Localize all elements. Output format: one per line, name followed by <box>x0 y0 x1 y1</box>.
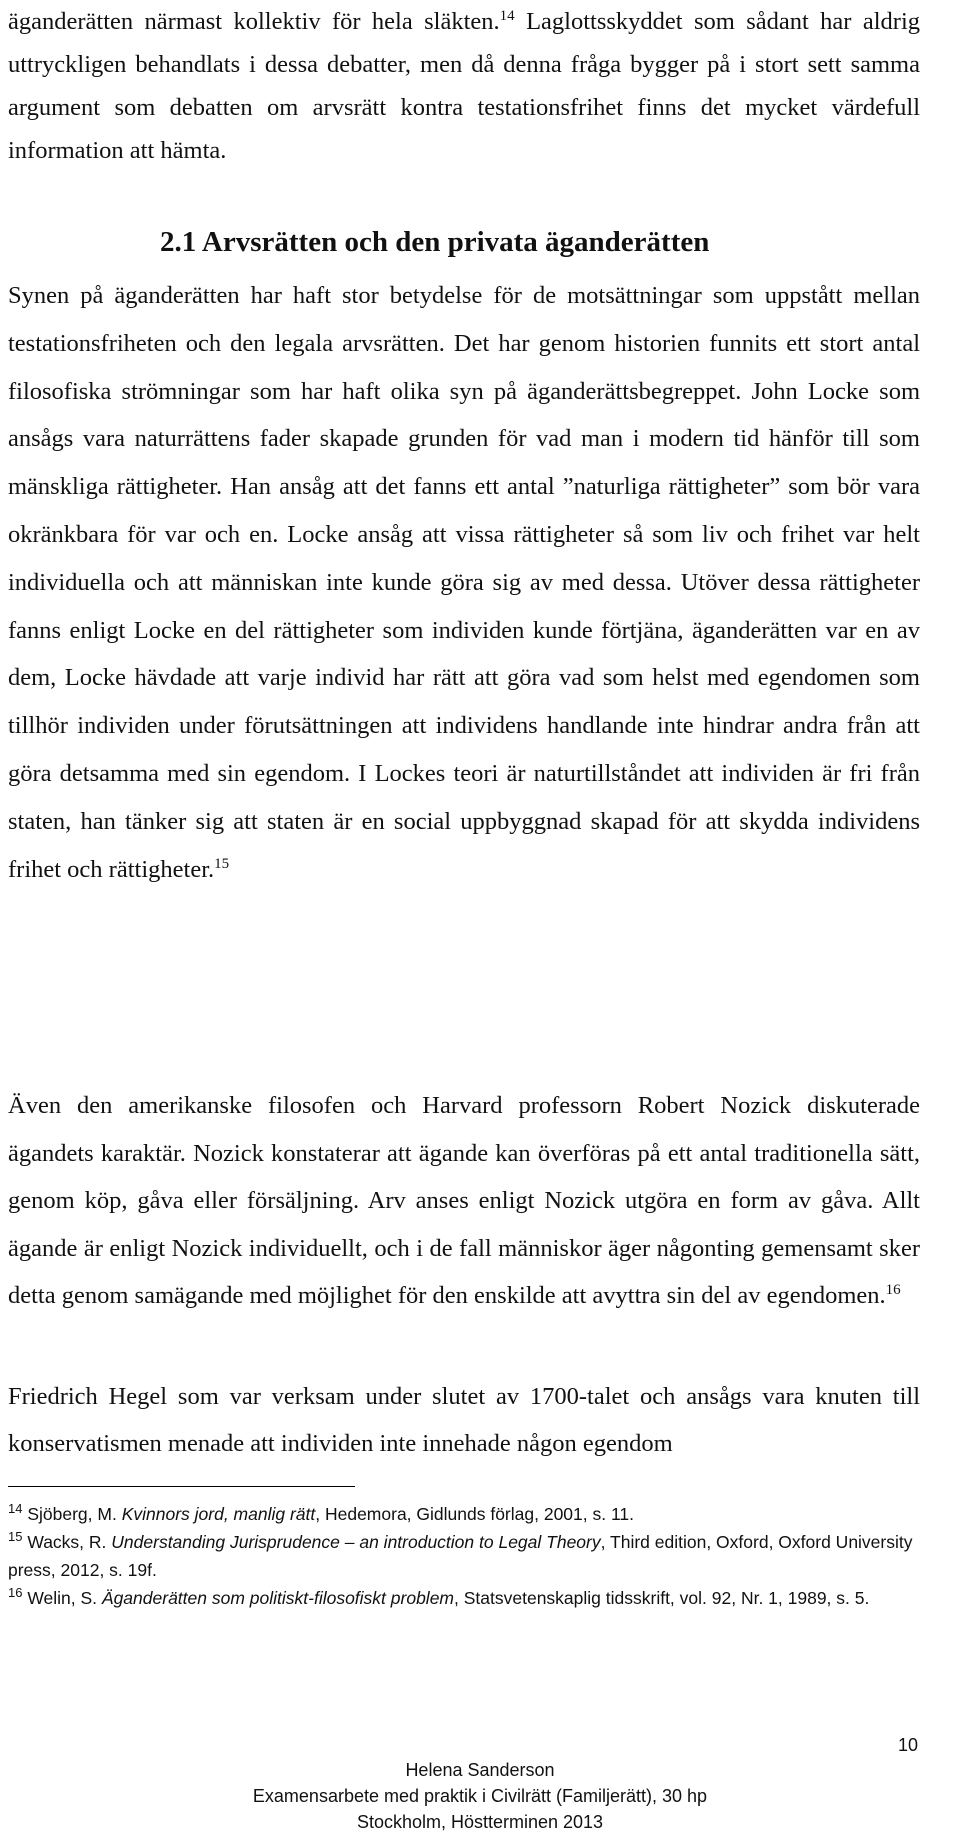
footnote-text: , Third edition, Oxford, Oxford University press, 2012, s. 19f. <box>8 1532 913 1580</box>
footnote-title: Äganderätten som politiskt-filosofiskt problem <box>101 1588 455 1608</box>
paragraph-4-text: Friedrich Hegel som var verksam under slutet av 1700-talet och ansågs vara knuten till konservatismen menade att individen inte innehade någon egendom <box>8 1383 920 1457</box>
page-number: 10 <box>897 1735 918 1755</box>
paragraph-3 <box>8 1082 920 1320</box>
footnote-text: Wacks, R. <box>22 1532 112 1552</box>
footnote-text: Welin, S. <box>22 1588 102 1608</box>
footnote-15 <box>8 1528 920 1584</box>
footnote-ref-14: 14 <box>499 7 515 24</box>
paragraph-2 <box>8 272 920 893</box>
footnotes <box>8 1500 920 1612</box>
footnote-separator <box>8 1486 355 1487</box>
section-number: 2.1 <box>160 226 197 258</box>
footer-author: Helena Sanderson <box>405 1760 555 1780</box>
paragraph-1-text-a: äganderätten närmast kollektiv för hela släkten. <box>8 8 500 35</box>
paragraph-1-text-b: Laglottsskyddet som sådant har aldrig uttryckligen behandlats i dessa debatter, men då denna fråga bygger på i stort sett samma argument som debatten om arvsrätt kontra testationsfrihet finns det mycket värdefull information att hämta. <box>8 8 921 164</box>
footnote-title: Understanding Jurisprudence – an introduction to Legal Theory <box>111 1532 601 1552</box>
footnote-title: Kvinnors jord, manlig rätt <box>121 1504 316 1524</box>
paragraph-3-text: Även den amerikanske filosofen och Harvard professorn Robert Nozick diskuterade ägandets karaktär. Nozick konstaterar att ägande kan överföras på ett antal traditionella sätt, genom köp, gåva eller försäljning. Arv anses enligt Nozick utgöra en form av gåva. Allt ägande är enligt Nozick individuellt, och i de fall människor äger någonting gemensamt sker detta genom samägande med möjlighet för den enskilde att avyttra sin del av egendomen. <box>8 1092 920 1310</box>
footnote-text: , Hedemora, Gidlunds förlag, 2001, s. 11. <box>315 1504 634 1524</box>
footnote-text: Sjöberg, M. <box>22 1504 122 1524</box>
footnote-number: 15 <box>8 1529 23 1545</box>
footnote-number: 14 <box>8 1501 23 1517</box>
paragraph-4 <box>8 1373 920 1467</box>
footnote-ref-15: 15 <box>214 855 230 872</box>
footnote-14 <box>8 1500 920 1528</box>
footnote-text: , Statsvetenskaplig tidsskrift, vol. 92, Nr. 1, 1989, s. 5. <box>454 1588 870 1608</box>
footnote-16 <box>8 1584 920 1612</box>
footnote-ref-16: 16 <box>885 1282 901 1299</box>
footer-course: Examensarbete med praktik i Civilrätt (Familjerätt), 30 hp <box>252 1786 708 1806</box>
section-title: Arvsrätten och den privata äganderätten <box>201 226 710 258</box>
footer-term: Stockholm, Höstterminen 2013 <box>356 1812 604 1832</box>
footnote-number: 16 <box>8 1585 23 1601</box>
paragraph-2-text: Synen på äganderätten har haft stor betydelse för de motsättningar som uppstått mellan testationsfriheten och den legala arvsrätten. Det har genom historien funnits ett stort antal filosofiska strömningar som har haft olika syn på äganderättsbegreppet. John Locke som ansågs vara naturrättens fader skapade grunden för vad man i modern tid hänför till som mänskliga rättigheter. Han ansåg att det fanns ett antal ”naturliga rättigheter” som bör vara okränkbara för var och en. Locke ansåg att vissa rättigheter så som liv och frihet var helt individuella och att människan inte kunde göra sig av med dessa. Utöver dessa rättigheter fanns enligt Locke en del rättigheter som individen kunde förtjäna, äganderätten var en av dem, Locke hävdade att varje individ har rätt att göra vad som helst med egendomen som tillhör individen under förutsättningen att individens handlande inte hindrar andra från att göra detsamma med sin egendom. I Lockes teori är naturtillståndet att individen är fri från staten, han tänker sig att staten är en social uppbyggnad skapad för att skydda individens frihet och rättigheter. <box>8 282 920 883</box>
section-heading <box>160 226 709 259</box>
paragraph-1 <box>8 0 920 172</box>
